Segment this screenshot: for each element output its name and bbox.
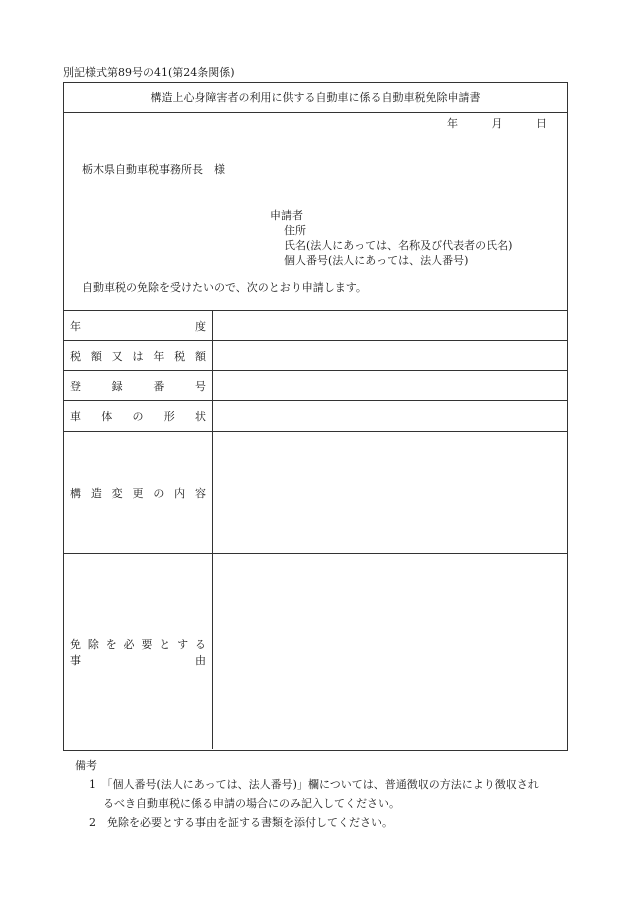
body-shape-label-text: [70, 408, 206, 424]
exemption-reason-label-line2: [70, 652, 206, 668]
note-number: 1: [89, 778, 96, 791]
label-char: 免: [70, 637, 81, 651]
body-shape-field[interactable]: [213, 401, 567, 431]
label-char: 内: [174, 486, 186, 500]
applicant-address-label: 住所: [284, 224, 306, 237]
note-item-2: [75, 813, 539, 832]
fiscal-year-label: [64, 311, 213, 340]
note-text: 免除を必要とする事由を証する書類を添付してください。: [107, 816, 393, 829]
label-char: 又: [111, 349, 123, 363]
applicant-block: [270, 208, 512, 268]
label-char: 録: [111, 379, 123, 393]
tax-amount-label-text: [70, 348, 206, 364]
date-month-label: 月: [491, 117, 503, 130]
registration-number-field[interactable]: [213, 371, 567, 400]
note-number: 2: [89, 816, 96, 829]
date-day-label: 日: [536, 117, 547, 130]
request-statement: 自動車税の免除を受けたいので、次のとおり申請します。: [82, 281, 367, 294]
label-char: 除: [87, 637, 99, 651]
addressee: 栃木県自動車税事務所長 様: [82, 163, 225, 176]
applicant-name-label: 氏名(法人にあっては、名称及び代表者の氏名): [284, 239, 513, 252]
exemption-reason-label-text: [70, 636, 206, 668]
label-char: 形: [163, 410, 175, 423]
label-char: 額: [194, 349, 206, 363]
note-item-1: [75, 775, 539, 794]
registration-number-row: [64, 371, 567, 401]
applicant-heading: 申請者: [270, 209, 303, 222]
notes-section: [75, 756, 539, 832]
label-char: 番: [153, 379, 165, 393]
note-text: 「個人番号(法人にあっては、法人番号)」欄については、普通徴収の方法により徴収され: [107, 778, 539, 791]
date-line: [447, 115, 547, 131]
fiscal-year-field[interactable]: [213, 311, 567, 340]
label-char: 税: [174, 349, 186, 363]
application-form: [63, 82, 568, 751]
label-char: す: [177, 637, 189, 651]
exemption-reason-row: [64, 554, 567, 749]
applicant-individual-number-label: 個人番号(法人にあっては、法人番号): [284, 254, 469, 267]
label-char: の: [132, 410, 144, 423]
exemption-reason-field[interactable]: [213, 554, 567, 749]
label-char: 由: [195, 653, 206, 667]
label-char: る: [194, 637, 206, 651]
label-char: 年: [70, 319, 81, 333]
label-char: 更: [132, 486, 144, 500]
header-block: [64, 113, 567, 311]
form-title: 構造上心身障害者の利用に供する自動車に係る自動車税免除申請書: [64, 83, 567, 113]
label-char: 容: [194, 486, 206, 500]
registration-number-label-text: [70, 378, 206, 394]
label-char: 造: [90, 486, 102, 500]
label-char: の: [153, 486, 165, 500]
note-item-1-continuation: るべき自動車税に係る申請の場合にのみ記入してください。: [103, 797, 400, 810]
label-char: 号: [194, 379, 206, 393]
label-char: 額: [90, 349, 102, 363]
form-rows: [64, 311, 567, 749]
form-reference: 別記様式第89号の41(第24条関係): [63, 66, 235, 79]
registration-number-label: [64, 371, 213, 400]
label-char: 車: [70, 410, 81, 423]
body-shape-row: [64, 401, 567, 432]
fiscal-year-label-text: [70, 318, 206, 334]
structural-change-field[interactable]: [213, 432, 567, 553]
label-char: 事: [70, 653, 81, 667]
tax-amount-label: [64, 341, 213, 370]
label-char: 度: [195, 319, 206, 333]
exemption-reason-label-line1: [70, 636, 206, 652]
exemption-reason-label: [64, 554, 213, 749]
structural-change-label: [64, 432, 213, 553]
label-char: 体: [101, 410, 113, 423]
label-char: 必: [123, 637, 135, 651]
body-shape-label: [64, 401, 213, 431]
label-char: 要: [141, 637, 153, 651]
label-char: は: [132, 349, 144, 363]
label-char: 状: [195, 410, 206, 423]
label-char: と: [159, 637, 171, 651]
label-char: 税: [70, 349, 81, 363]
fiscal-year-row: [64, 311, 567, 341]
tax-amount-field[interactable]: [213, 341, 567, 370]
structural-change-label-text: [70, 485, 206, 501]
label-char: 年: [153, 349, 165, 363]
notes-heading: 備考: [75, 759, 97, 772]
label-char: 登: [70, 379, 81, 393]
label-char: を: [105, 637, 117, 651]
date-year-label: 年: [447, 117, 458, 130]
label-char: 構: [70, 486, 81, 500]
tax-amount-row: [64, 341, 567, 371]
label-char: 変: [111, 486, 123, 500]
structural-change-row: [64, 432, 567, 554]
